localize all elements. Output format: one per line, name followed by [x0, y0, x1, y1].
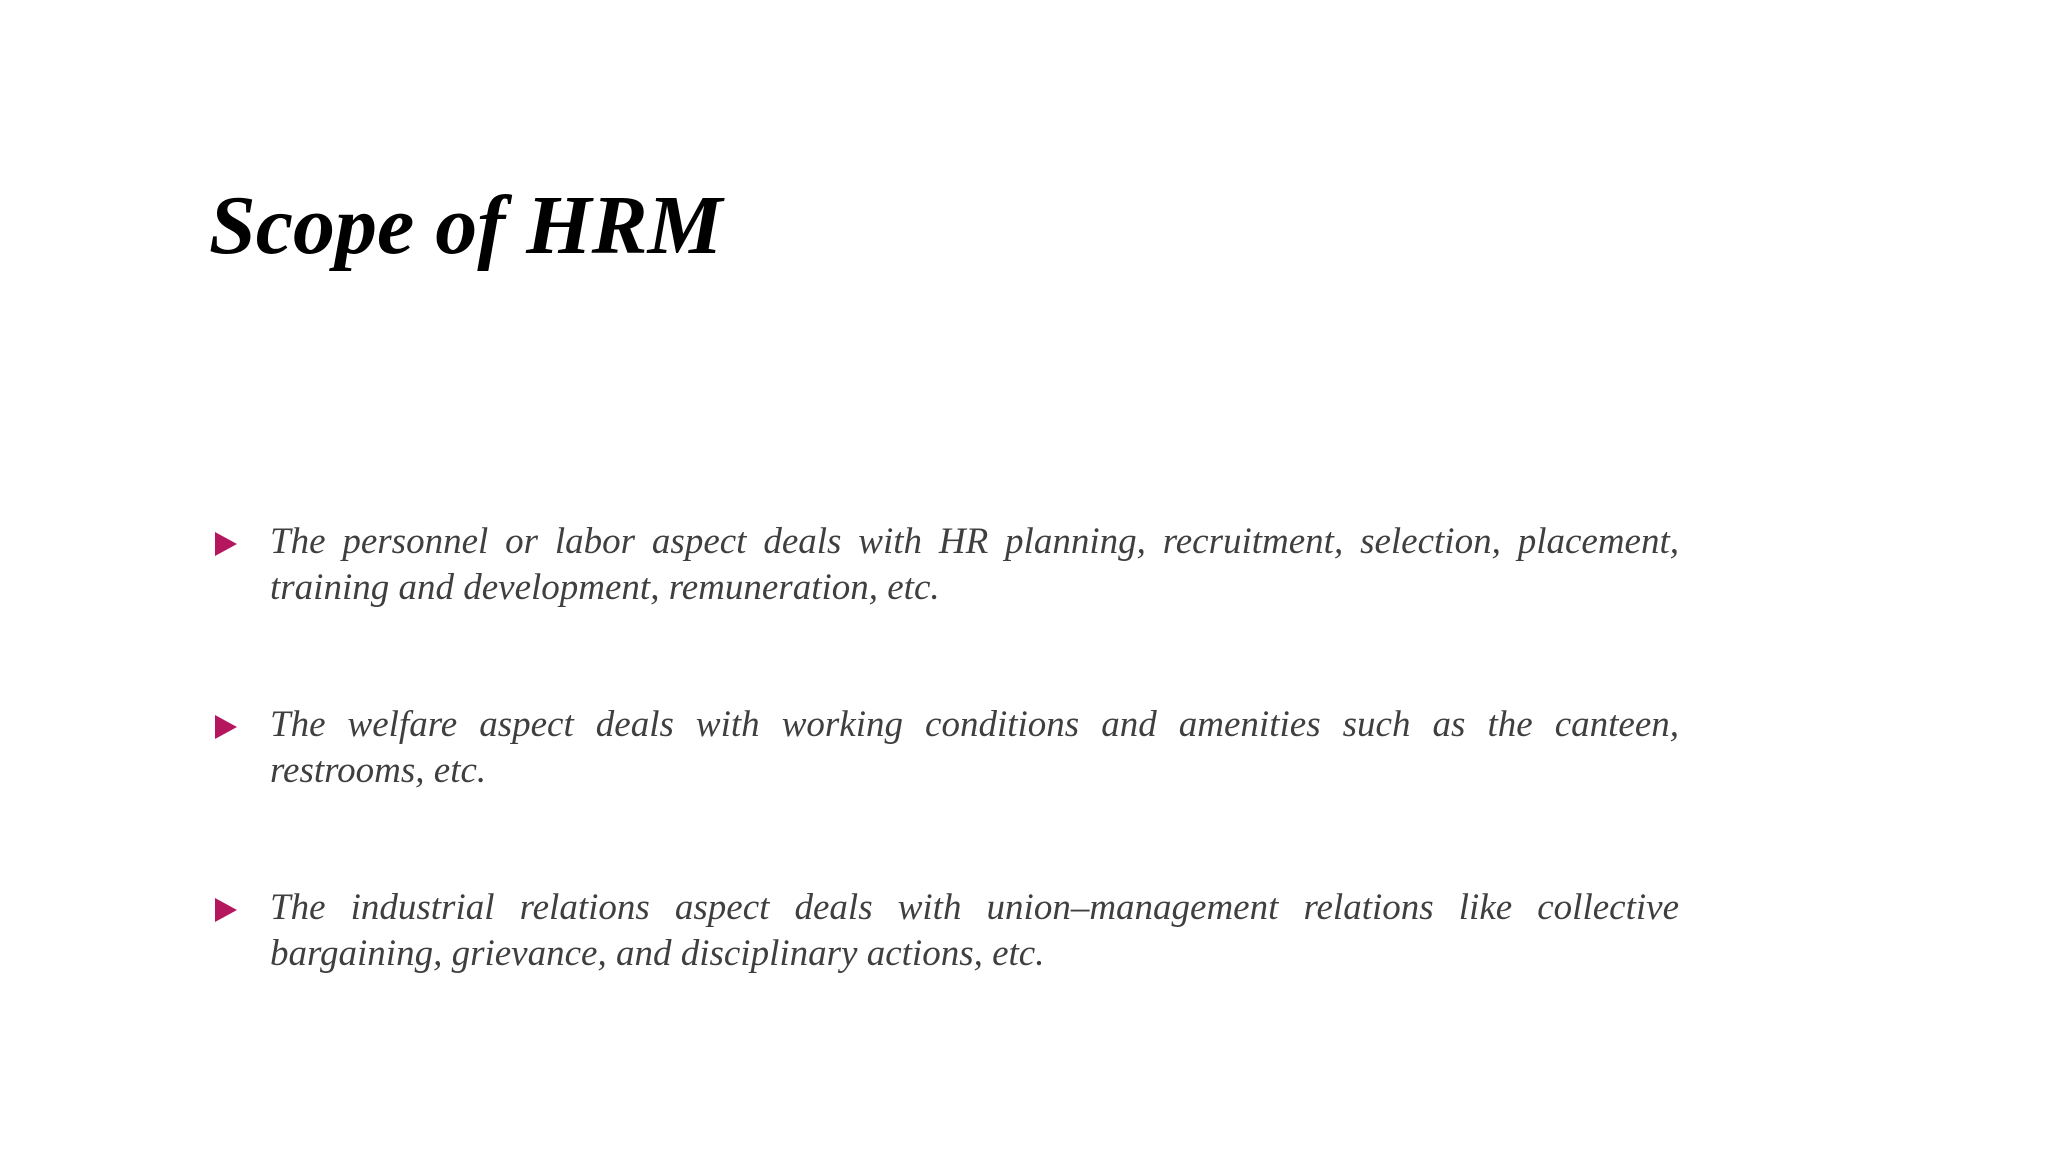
triangle-right-icon: [215, 715, 237, 739]
triangle-right-icon: [215, 898, 237, 922]
bullet-text: The welfare aspect deals with working conditions and amenities such as the canteen, restrooms, etc.: [270, 704, 1679, 791]
bullet-text: The industrial relations aspect deals with union–management relations like collective bargaining, grievance, and disciplinary actions, etc.: [270, 887, 1679, 974]
slide-title: Scope of HRM: [209, 179, 723, 272]
triangle-right-icon: [215, 532, 237, 556]
bullet-list: [209, 0, 1679, 1152]
bullet-text: The personnel or labor aspect deals with HR planning, recruitment, selection, placement, training and development, remuneration, etc.: [270, 521, 1679, 608]
